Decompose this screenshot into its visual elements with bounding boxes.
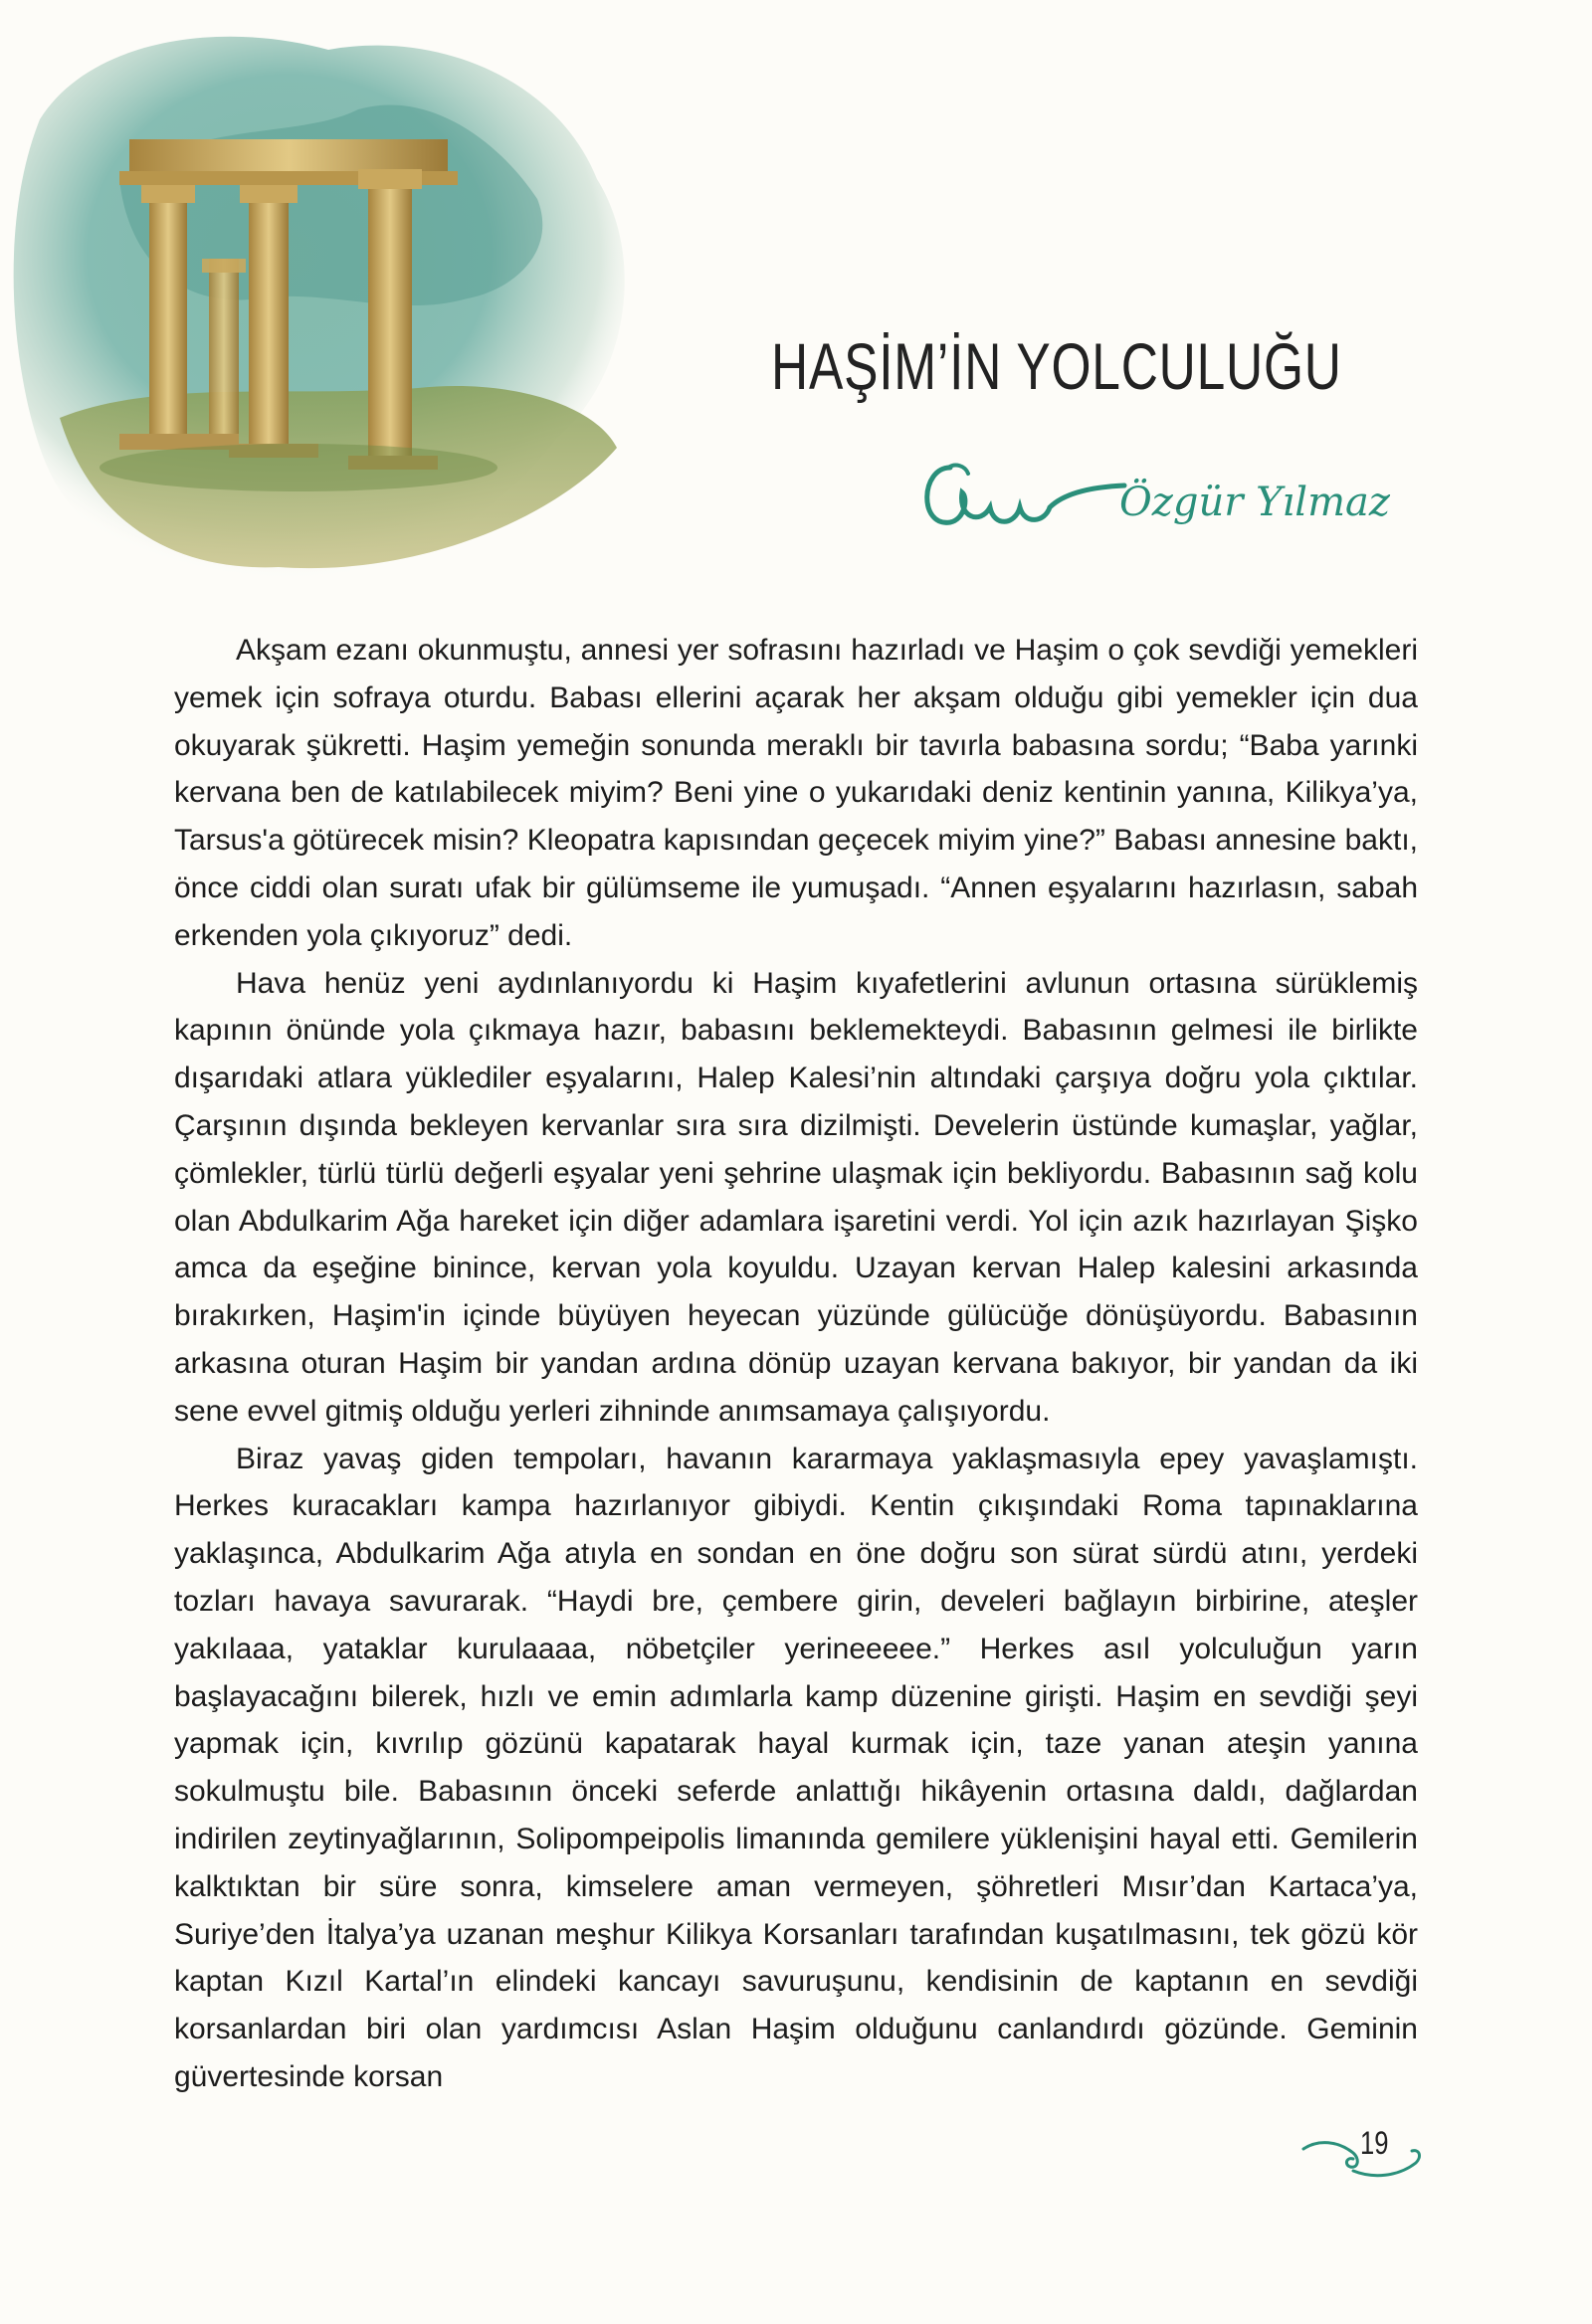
author-name: Özgür Yılmaz [1119, 480, 1390, 525]
swirl-ornament-icon [910, 448, 1139, 537]
page-number: 19 [1360, 2125, 1389, 2161]
ruins-watercolor-illustration [0, 0, 726, 637]
article-title: HAŞİM’İN YOLCULUĞU [771, 329, 1342, 403]
paragraph: Hava henüz yeni aydınlanıyordu ki Haşim kıyafetlerini avlunun ortasına sürüklemiş kapının önünde yola çıkmaya hazır, babasını beklemekteydi. Babasının gelmesi ile birlikte dışarıdaki atlara yüklediler eşyalarını, Halep Kalesi’nin altındaki çarşıya doğru yola çıktılar. Çarşının dışında bekleyen kervanlar sıra sıra dizilmişti. Develerin üstünde kumaşlar, yağlar, çömlekler, türlü türlü değerli eşyalar yeni şehrine ulaşmak için bekliyordu. Babasının sağ kolu olan Abdulkarim Ağa hareket için diğer adamlara işaretini verdi. Yol için azık hazırlayan Şişko amca da eşeğine binince, kervan yola koyuldu. Uzayan kervan Halep kalesini arkasında bırakırken, Haşim'in içinde büyüyen heyecan yüzünde gülücüğe dönüşüyordu. Babasının arkasına oturan Haşim bir yandan ardına dönüp uzayan kervana bakıyor, bir yandan da iki sene evvel gitmiş olduğu yerleri zihninde anımsamaya çalışıyordu. [174, 966, 1418, 1428]
paragraph: Akşam ezanı okunmuştu, annesi yer sofrasını hazırladı ve Haşim o çok sevdiği yemekleri yemek için sofraya oturdu. Babası ellerini açarak her akşam olduğu gibi yemekler için dua okuyarak şükretti. Haşim yemeğin sonunda meraklı bir tavırla babasına sordu; “Baba yarınki kervana ben de katılabilecek miyim? Beni yine o yukarıdaki deniz kentinin yanına, Kilikya’ya, Tarsus'a götürecek misin? Kleopatra kapısından geçecek miyim yine?” Babası annesine baktı, önce ciddi olan suratı ufak bir gülümseme ile yumuşadı. “Annen eşyalarını hazırlasın, sabah erkenden yola çıkıyoruz” dedi. [174, 634, 1418, 952]
story-text [174, 627, 1418, 2101]
page-footer [1298, 2119, 1428, 2189]
paragraph: Biraz yavaş giden tempoları, havanın kararmaya yaklaşmasıyla epey yavaşlamıştı. Herkes kuracakları kampa hazırlanıyor gibiydi. Kentin çıkışındaki Roma tapınaklarına yaklaşınca, Abdulkarim Ağa atıyla en sondan en öne doğru son sürat sürdü atını, yerdeki tozları havaya savurarak. “Haydi bre, çembere girin, develeri bağlayın birbirine, ateşler yakılaaa, yataklar kurulaaaa, nöbetçiler yerineeeee.” Herkes asıl yolculuğun yarın başlayacağını bilerek, hızlı ve emin adımlarla kamp düzenine girişti. Haşim en sevdiği şeyi yapmak için, kıvrılıp gözünü kapatarak hayal kurmak için, taze yanan ateşin yanına sokulmuştu bile. Babasının önceki seferde anlattığı hikâyenin ortasına daldı, dağlardan indirilen zeytinyağlarının, Solipompeipolis limanında gemilere yüklenişini hayal etti. Gemilerin kalktıktan bir süre sonra, kimselere aman vermeyen, şöhretleri Mısır’dan Kartaca’ya, Suriye’den İtalya’ya uzanan meşhur Kilikya Korsanları tarafından kuşatılmasını, tek gözü kör kaptan Kızıl Kartal’ın elindeki kancayı savuruşunu, kendisinin de kaptanın en sevdiği korsanlardan biri olan yardımcısı Aslan Haşim olduğunu canlandırdı gözünde. Geminin güvertesinde korsan [174, 1442, 1418, 2093]
